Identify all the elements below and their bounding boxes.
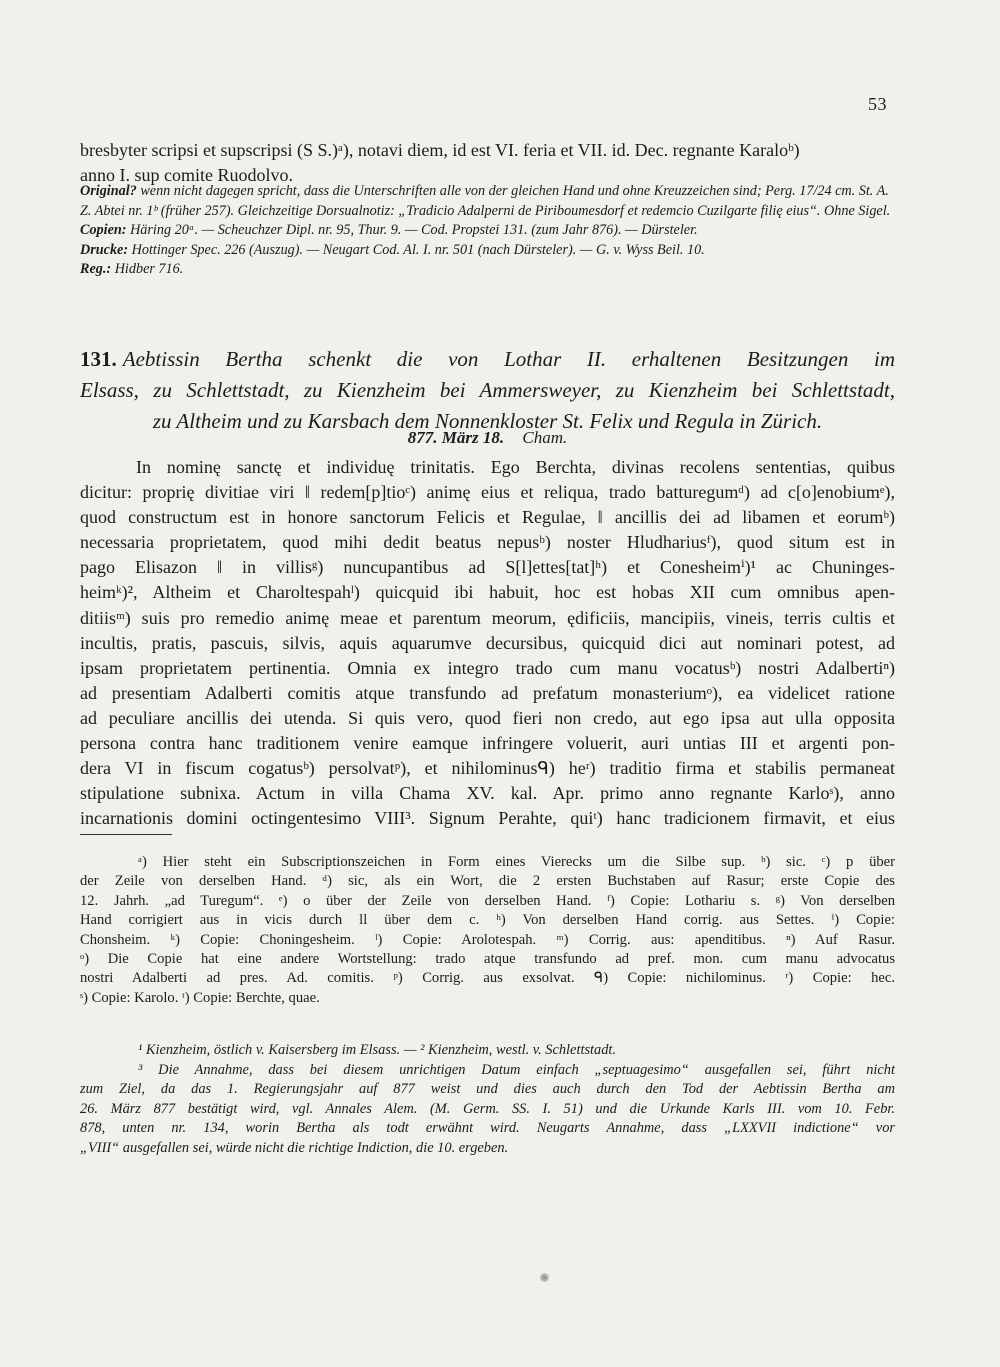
original-note xyxy=(80,182,895,221)
copien-label: Copien: xyxy=(80,222,127,239)
footnote-line: Hand corrigiert aus in vicis durch ll über dem c. ʰ) Von derselben Hand corrig. aus Settes. ⁱ) Copie: xyxy=(80,912,895,929)
charter-dateline xyxy=(80,428,895,448)
textual-footnotes xyxy=(80,853,895,1008)
ref-line: 878, unten nr. 134, worin Bertha als todt erwähnt wird. Neugarts Annahme, dass „LXXVII indictione“ vor xyxy=(80,1120,895,1136)
ref-line: „VIII“ ausgefallen sei, würde nicht die richtige Indiction, die 10. ergeben. xyxy=(80,1139,509,1156)
footnote-line: ᵃ) Hier steht ein Subscriptionszeichen in Form eines Vierecks um die Silbe sup. ᵇ) sic. ᶜ) p über xyxy=(138,854,895,870)
intro-line: anno I. sup comite Ruodolvo. xyxy=(80,165,293,185)
body-line: necessaria proprietatem, quod mihi dedit beatus nepusᵇ) noster Hludhariusᶠ), quod situm est in xyxy=(80,532,895,553)
body-line: incarnationis domini octingentesimo VIII³. Signum Perahte, quiᵗ) hanc tradicionem firmavit, et eius xyxy=(80,808,895,829)
charter-number: 131. xyxy=(80,347,117,371)
body-line: stipulatione subnixa. Actum in villa Chama XV. kal. Apr. primo anno regnante Karloˢ), anno xyxy=(80,783,895,804)
body-line: persona contra hanc traditionem venire eamque infringere voluerit, auri untias III et argenti pon- xyxy=(80,733,895,754)
charter-date: 877. März 18. xyxy=(407,428,505,447)
body-line: quod constructum est in honore sanctorum Felicis et Regulae, ‖ ancillis dei ad libamen et eorumᵇ) xyxy=(80,507,895,528)
footnote-line: nostri Adalberti ad pres. Ad. comitis. ᵖ) Corrig. aus exsolvat. ᑫ) Copie: nichilominus. ʳ) Copie: hec. xyxy=(80,970,895,987)
footnote-divider xyxy=(80,834,172,835)
charter-place: Cham. xyxy=(522,428,568,447)
drucke-note xyxy=(80,241,895,261)
footnote-line: 12. Jahrh. „ad Turegum“. ᵉ) o über der Zeile von derselben Hand. ᶠ) Copie: Lothariu s. ᵍ) Von derselben xyxy=(80,892,895,909)
ink-smudge xyxy=(540,1273,549,1282)
body-line: ad peculiare ancillis dei utenda. Si quis vero, quod fieri non credo, aut ego ipsa aut ulla opposita xyxy=(80,707,895,728)
ref-line: 26. März 877 bestätigt wird, vgl. Annales Alem. (M. Germ. SS. I. 51) und die Urkunde Karls III. vom 10. Febr. xyxy=(80,1100,895,1117)
body-line: heimᵏ)², Altheim et Charoltespahˡ) quicquid ibi habuit, hoc est hobas XII cum omnibus apen- xyxy=(80,582,895,603)
preceding-charter-ending xyxy=(80,138,895,188)
charter-heading xyxy=(80,344,895,437)
body-line: ad presentiam Adalberti comitis atque transfundo ad prefatum monasteriumᵒ), ea videlicet ratione xyxy=(80,682,895,703)
ref-line: ³ Die Annahme, dass bei diesem unrichtigen Datum einfach „septuagesimo“ ausgefallen sei, führt nicht xyxy=(138,1061,895,1078)
reg-label: Reg.: xyxy=(80,261,112,278)
ref-line: ¹ Kienzheim, östlich v. Kaisersberg im Elsass. — ² Kienzheim, westl. v. Schlettstadt. xyxy=(138,1042,617,1058)
body-line: dicitur: proprię divitiae viri ‖ redem[p]tioᶜ) animę eius et reliqua, trado batturegumᵈ) ad c[o]enobiumᵉ), xyxy=(80,482,895,503)
heading-line: Elsass, zu Schlettstadt, zu Kienzheim bei Ammersweyer, zu Kienzheim bei Schlettstadt, xyxy=(80,378,895,402)
reg-text: Hidber 716. xyxy=(111,261,184,278)
body-line: incultis, pratis, pascuis, silvis, aquis aquarumve decursibus, quicquid dici aut nominari potest, ad xyxy=(80,632,895,653)
page-number: 53 xyxy=(868,94,887,114)
heading-line: zu Altheim und zu Karsbach dem Nonnenkloster St. Felix und Regula in Zürich. xyxy=(152,409,823,433)
intro-line: bresbyter scripsi et supscripsi (S S.)ᵃ), notavi diem, id est VI. feria et VII. id. Dec. regnante Karaloᵇ) xyxy=(80,140,800,160)
copien-note xyxy=(80,221,895,241)
copien-text: Häring 20ᵃ. — Scheuchzer Dipl. nr. 95, Thur. 9. — Cod. Propstei 131. (zum Jahr 876). — Dürsteler. xyxy=(126,222,698,239)
original-text: wenn nicht dagegen spricht, dass die Unterschriften alle von der gleichen Hand und ohne Kreuzzeichen sind; Perg. 17/24 cm. St. A. Z. Abtei nr. 1ᵇ (früher 257). Gleichzeitige Dorsualnotiz: „Tradicio Adalperni de Piriboumesdorf et redemcio Cuzilgarte filię eius“. Ohne Sigel. xyxy=(80,183,891,219)
body-line: ipsam proprietatem pertinentia. Omnia ex integro trado cum manu vocatusᵇ) nostri Adalbertiⁿ) xyxy=(80,657,895,678)
heading-text: Aebtissin Bertha schenkt die von Lothar II. erhaltenen Besitzungen im xyxy=(122,347,895,371)
drucke-text: Hottinger Spec. 226 (Auszug). — Neugart Cod. Al. I. nr. 501 (nach Dürsteler). — G. v. Wyss Beil. 10. xyxy=(128,241,705,258)
ref-line: zum Ziel, da das 1. Regierungsjahr auf 877 weist und dies auch durch den Tod der Aebtissin Bertha am xyxy=(80,1081,895,1097)
body-line: dera VI in fiscum cogatusᵇ) persolvatᵖ), et nihilominusᑫ) heʳ) traditio firma et stabilis permaneat xyxy=(80,758,895,779)
drucke-label: Drucke: xyxy=(80,241,129,258)
footnote-line: ᵒ) Die Copie hat eine andere Wortstellung: trado atque transfundo ad pref. mon. cum manu advocatus xyxy=(80,951,895,968)
original-label: Original? xyxy=(80,183,137,199)
footnote-line: der Zeile von derselben Hand. ᵈ) sic, als ein Wort, die 2 ersten Buchstaben auf Rasur; erste Copie des xyxy=(80,873,895,890)
body-line: In nominę sanctę et individuę trinitatis. Ego Berchta, divinas recolens sententias, quibus xyxy=(136,457,895,477)
body-line: ditiisᵐ) suis pro remedio animę meae et parentum meorum, ędificiis, mancipiis, vineis, terris cultis et xyxy=(80,607,895,628)
explanatory-footnotes xyxy=(80,1041,895,1158)
reg-note xyxy=(80,260,895,280)
body-line: pago Elisazon ‖ in villisᵍ) nuncupantibus ad S[l]ettes[tat]ʰ) et Conesheimⁱ)¹ ac Chuninges- xyxy=(80,557,895,578)
heading-line xyxy=(80,344,895,375)
archival-notes xyxy=(80,182,895,280)
footnote-line: ˢ) Copie: Karolo. ᵗ) Copie: Berchte, quae. xyxy=(80,989,320,1006)
charter-body xyxy=(80,455,895,831)
footnote-line: Chonsheim. ᵏ) Copie: Choningesheim. ˡ) Copie: Arolotespah. ᵐ) Corrig. aus: apenditibus. ⁿ) Auf Rasur. xyxy=(80,931,895,948)
